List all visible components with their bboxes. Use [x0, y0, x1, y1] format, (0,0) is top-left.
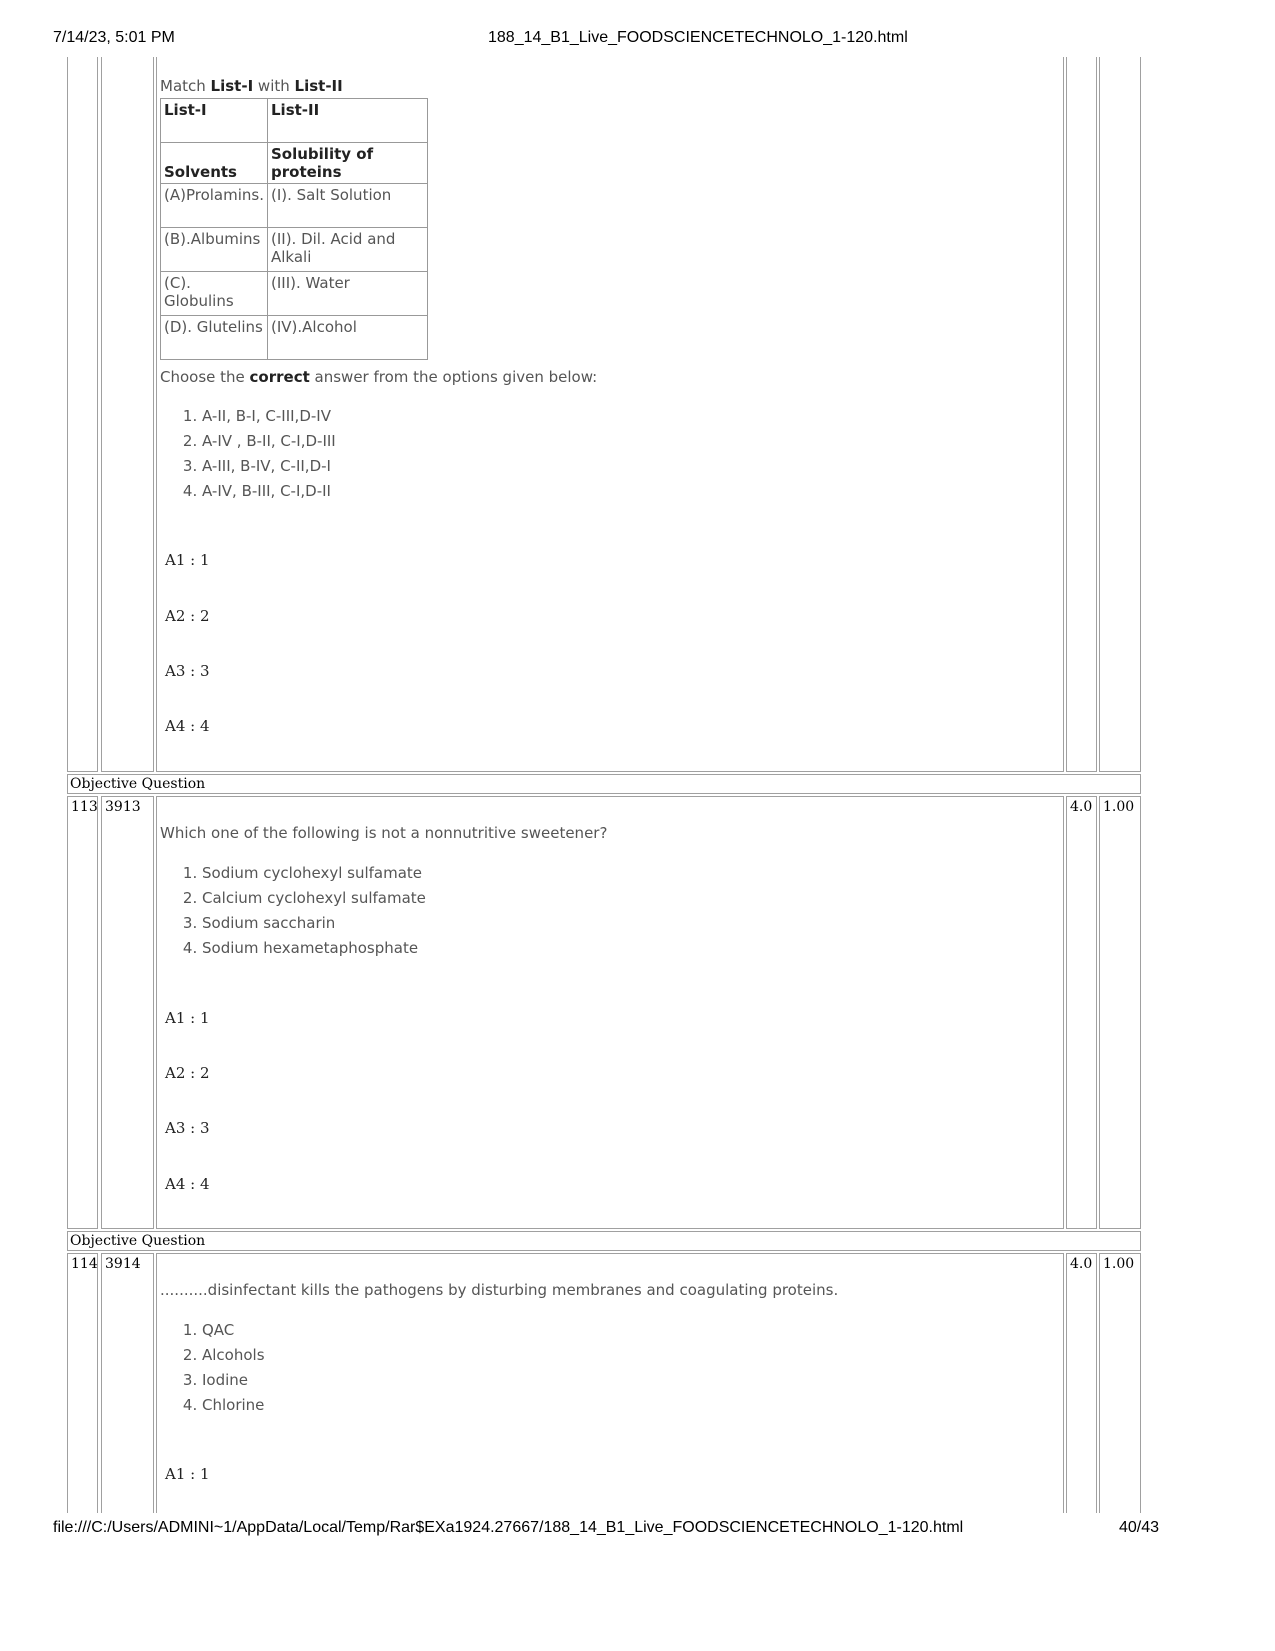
option-item: 4. A-IV, B-III, C-I,D-II [202, 479, 336, 504]
q113-negative-marks: 1.00 [1099, 796, 1141, 1229]
q112-marks-cell [1066, 57, 1097, 772]
table-cell: (A)Prolamins. [161, 184, 268, 228]
q114-question-text: ..........disinfectant kills the pathogens by disturbing membranes and coagulating proteins. [160, 1281, 839, 1299]
print-title: 188_14_B1_Live_FOODSCIENCETECHNOLO_1-120.html [488, 29, 908, 46]
q113-num: 113 [67, 796, 98, 1229]
q114-negative-marks: 1.00 [1099, 1253, 1141, 1513]
table-row [161, 272, 428, 316]
q112-id-cell [101, 57, 154, 772]
q112-answer-4: A4 : 4 [165, 717, 210, 735]
table-row [161, 228, 428, 272]
section-label: Objective Question [67, 1231, 1141, 1251]
q113-options [160, 861, 426, 961]
option-item: 4. Chlorine [202, 1393, 265, 1418]
option-item: 3. Iodine [202, 1368, 265, 1393]
print-datetime: 7/14/23, 5:01 PM [53, 29, 175, 46]
option-item: 3. Sodium saccharin [202, 911, 426, 936]
table-cell: (D). Glutelins [161, 316, 268, 360]
match-instruction: Match List-I with List-II [160, 77, 343, 95]
q113-answer-1: A1 : 1 [165, 1009, 210, 1027]
section-label: Objective Question [67, 774, 1141, 794]
table-cell: (IV).Alcohol [268, 316, 428, 360]
q114-marks: 4.0 [1066, 1253, 1097, 1513]
q112-num-cell [67, 57, 98, 772]
option-item: 1. Sodium cyclohexyl sulfamate [202, 861, 426, 886]
q113-id: 3913 [101, 796, 154, 1229]
q112-options [160, 404, 336, 504]
table-cell: (III). Water [268, 272, 428, 316]
table-cell: (C). Globulins [161, 272, 268, 316]
q114-id: 3914 [101, 1253, 154, 1513]
choose-instruction: Choose the correct answer from the options given below: [160, 368, 598, 386]
q114-options [160, 1318, 265, 1418]
table-cell: (II). Dil. Acid and Alkali [268, 228, 428, 272]
table-row [161, 184, 428, 228]
table-row [161, 316, 428, 360]
q112-answer-2: A2 : 2 [165, 607, 210, 625]
q113-answer-3: A3 : 3 [165, 1119, 210, 1137]
q114-num: 114 [67, 1253, 98, 1513]
q113-marks: 4.0 [1066, 796, 1097, 1229]
q113-answer-4: A4 : 4 [165, 1175, 210, 1193]
q114-answer-1: A1 : 1 [165, 1465, 210, 1483]
print-page-number: 40/43 [1119, 1519, 1160, 1536]
table-cell: (I). Salt Solution [268, 184, 428, 228]
option-item: 2. Calcium cyclohexyl sulfamate [202, 886, 426, 911]
print-footer-path: file:///C:/Users/ADMINI~1/AppData/Local/Temp/Rar$EXa1924.27667/188_14_B1_Live_FOODSCIENCETECHNOLO_1-120.html [53, 1519, 964, 1536]
option-item: 2. Alcohols [202, 1343, 265, 1368]
table-subheader-solubility: Solubility of proteins [268, 143, 428, 184]
q112-neg-cell [1099, 57, 1141, 772]
table-header-list1: List-I [161, 99, 268, 143]
table-subheader-solvents: Solvents [161, 143, 268, 184]
q112-answer-3: A3 : 3 [165, 662, 210, 680]
match-table [160, 98, 428, 360]
option-item: 2. A-IV , B-II, C-I,D-III [202, 429, 336, 454]
q113-question-text: Which one of the following is not a nonnutritive sweetener? [160, 824, 608, 842]
table-header-list2: List-II [268, 99, 428, 143]
option-item: 1. QAC [202, 1318, 265, 1343]
table-cell: (B).Albumins [161, 228, 268, 272]
q112-answer-1: A1 : 1 [165, 551, 210, 569]
q113-answer-2: A2 : 2 [165, 1064, 210, 1082]
option-item: 1. A-II, B-I, C-III,D-IV [202, 404, 336, 429]
option-item: 4. Sodium hexametaphosphate [202, 936, 426, 961]
option-item: 3. A-III, B-IV, C-II,D-I [202, 454, 336, 479]
